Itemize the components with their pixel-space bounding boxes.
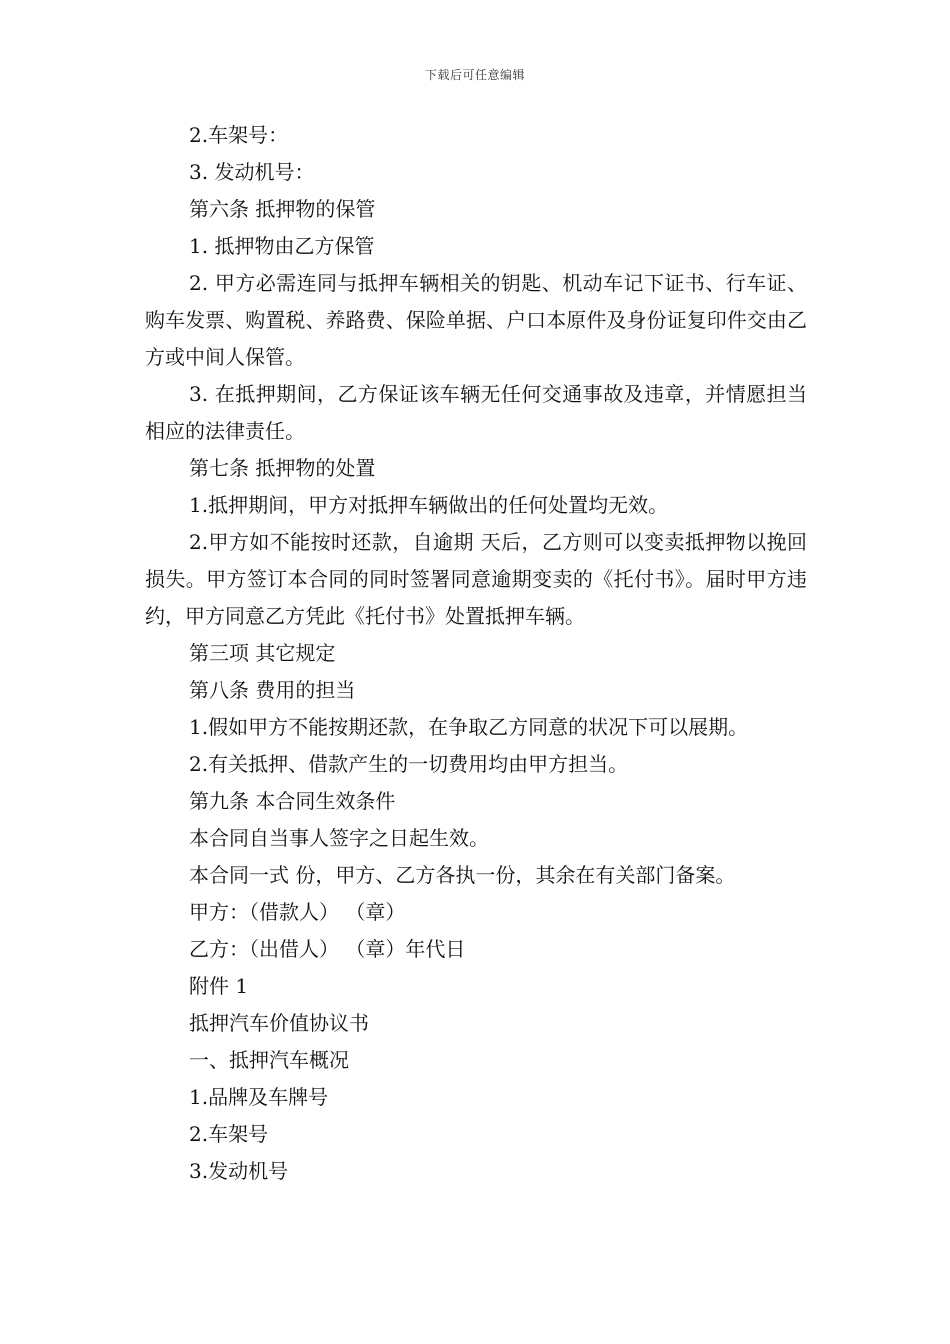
article-seven-item-2: 2.甲方如不能按时还款，自逾期 天后，乙方则可以变卖抵押物以挽回损失。甲方签订本合同的同时签署同意逾期变卖的《托付书》。届时甲方违约，甲方同意乙方凭此《托付书》处置抵押车辆。 (145, 530, 807, 628)
paragraph-engine-number: 3. 发动机号： (189, 160, 315, 184)
article-nine-heading: 第九条 本合同生效条件 (189, 789, 396, 813)
document-body (145, 117, 807, 1190)
paragraph-frame-number: 2.车架号： (189, 123, 289, 147)
party-a-signature-line: 甲方：（借款人） （章） (189, 900, 406, 924)
article-six-item-2: 2. 甲方必需连同与抵押车辆相关的钥匙、机动车记下证书、行车证、购车发票、购置税、养路费、保险单据、户口本原件及身份证复印件交由乙方或中间人保管。 (145, 271, 807, 369)
article-eight-item-2: 2.有关抵押、借款产生的一切费用均由甲方担当。 (189, 752, 629, 776)
article-eight-heading: 第八条 费用的担当 (189, 678, 356, 702)
effective-clause: 本合同自当事人签字之日起生效。 (189, 826, 489, 850)
article-seven-heading: 第七条 抵押物的处置 (189, 456, 376, 480)
attachment-section-one: 一、抵押汽车概况 (189, 1048, 349, 1072)
article-six-heading: 第六条 抵押物的保管 (189, 197, 376, 221)
attachment-item-frame: 2.车架号 (189, 1122, 269, 1146)
article-six-item-1: 1. 抵押物由乙方保管 (189, 234, 375, 258)
attachment-item-engine: 3.发动机号 (189, 1159, 289, 1183)
copies-clause: 本合同一式 份，甲方、乙方各执一份，其余在有关部门备案。 (189, 863, 736, 887)
page-header: 下载后可任意编辑 (424, 68, 525, 82)
party-b-signature-line: 乙方：（出借人） （章）年代日 (189, 937, 466, 961)
attachment-label: 附件 1 (189, 974, 249, 998)
article-seven-item-1: 1.抵押期间，甲方对抵押车辆做出的任何处置均无效。 (189, 493, 669, 517)
article-eight-item-1: 1.假如甲方不能按期还款，在争取乙方同意的状况下可以展期。 (189, 715, 749, 739)
article-six-item-3: 3. 在抵押期间，乙方保证该车辆无任何交通事故及违章，并情愿担当相应的法律责任。 (145, 382, 807, 443)
attachment-title: 抵押汽车价值协议书 (189, 1011, 369, 1035)
section-three-heading: 第三项 其它规定 (189, 641, 336, 665)
attachment-item-brand: 1.品牌及车牌号 (189, 1085, 329, 1109)
